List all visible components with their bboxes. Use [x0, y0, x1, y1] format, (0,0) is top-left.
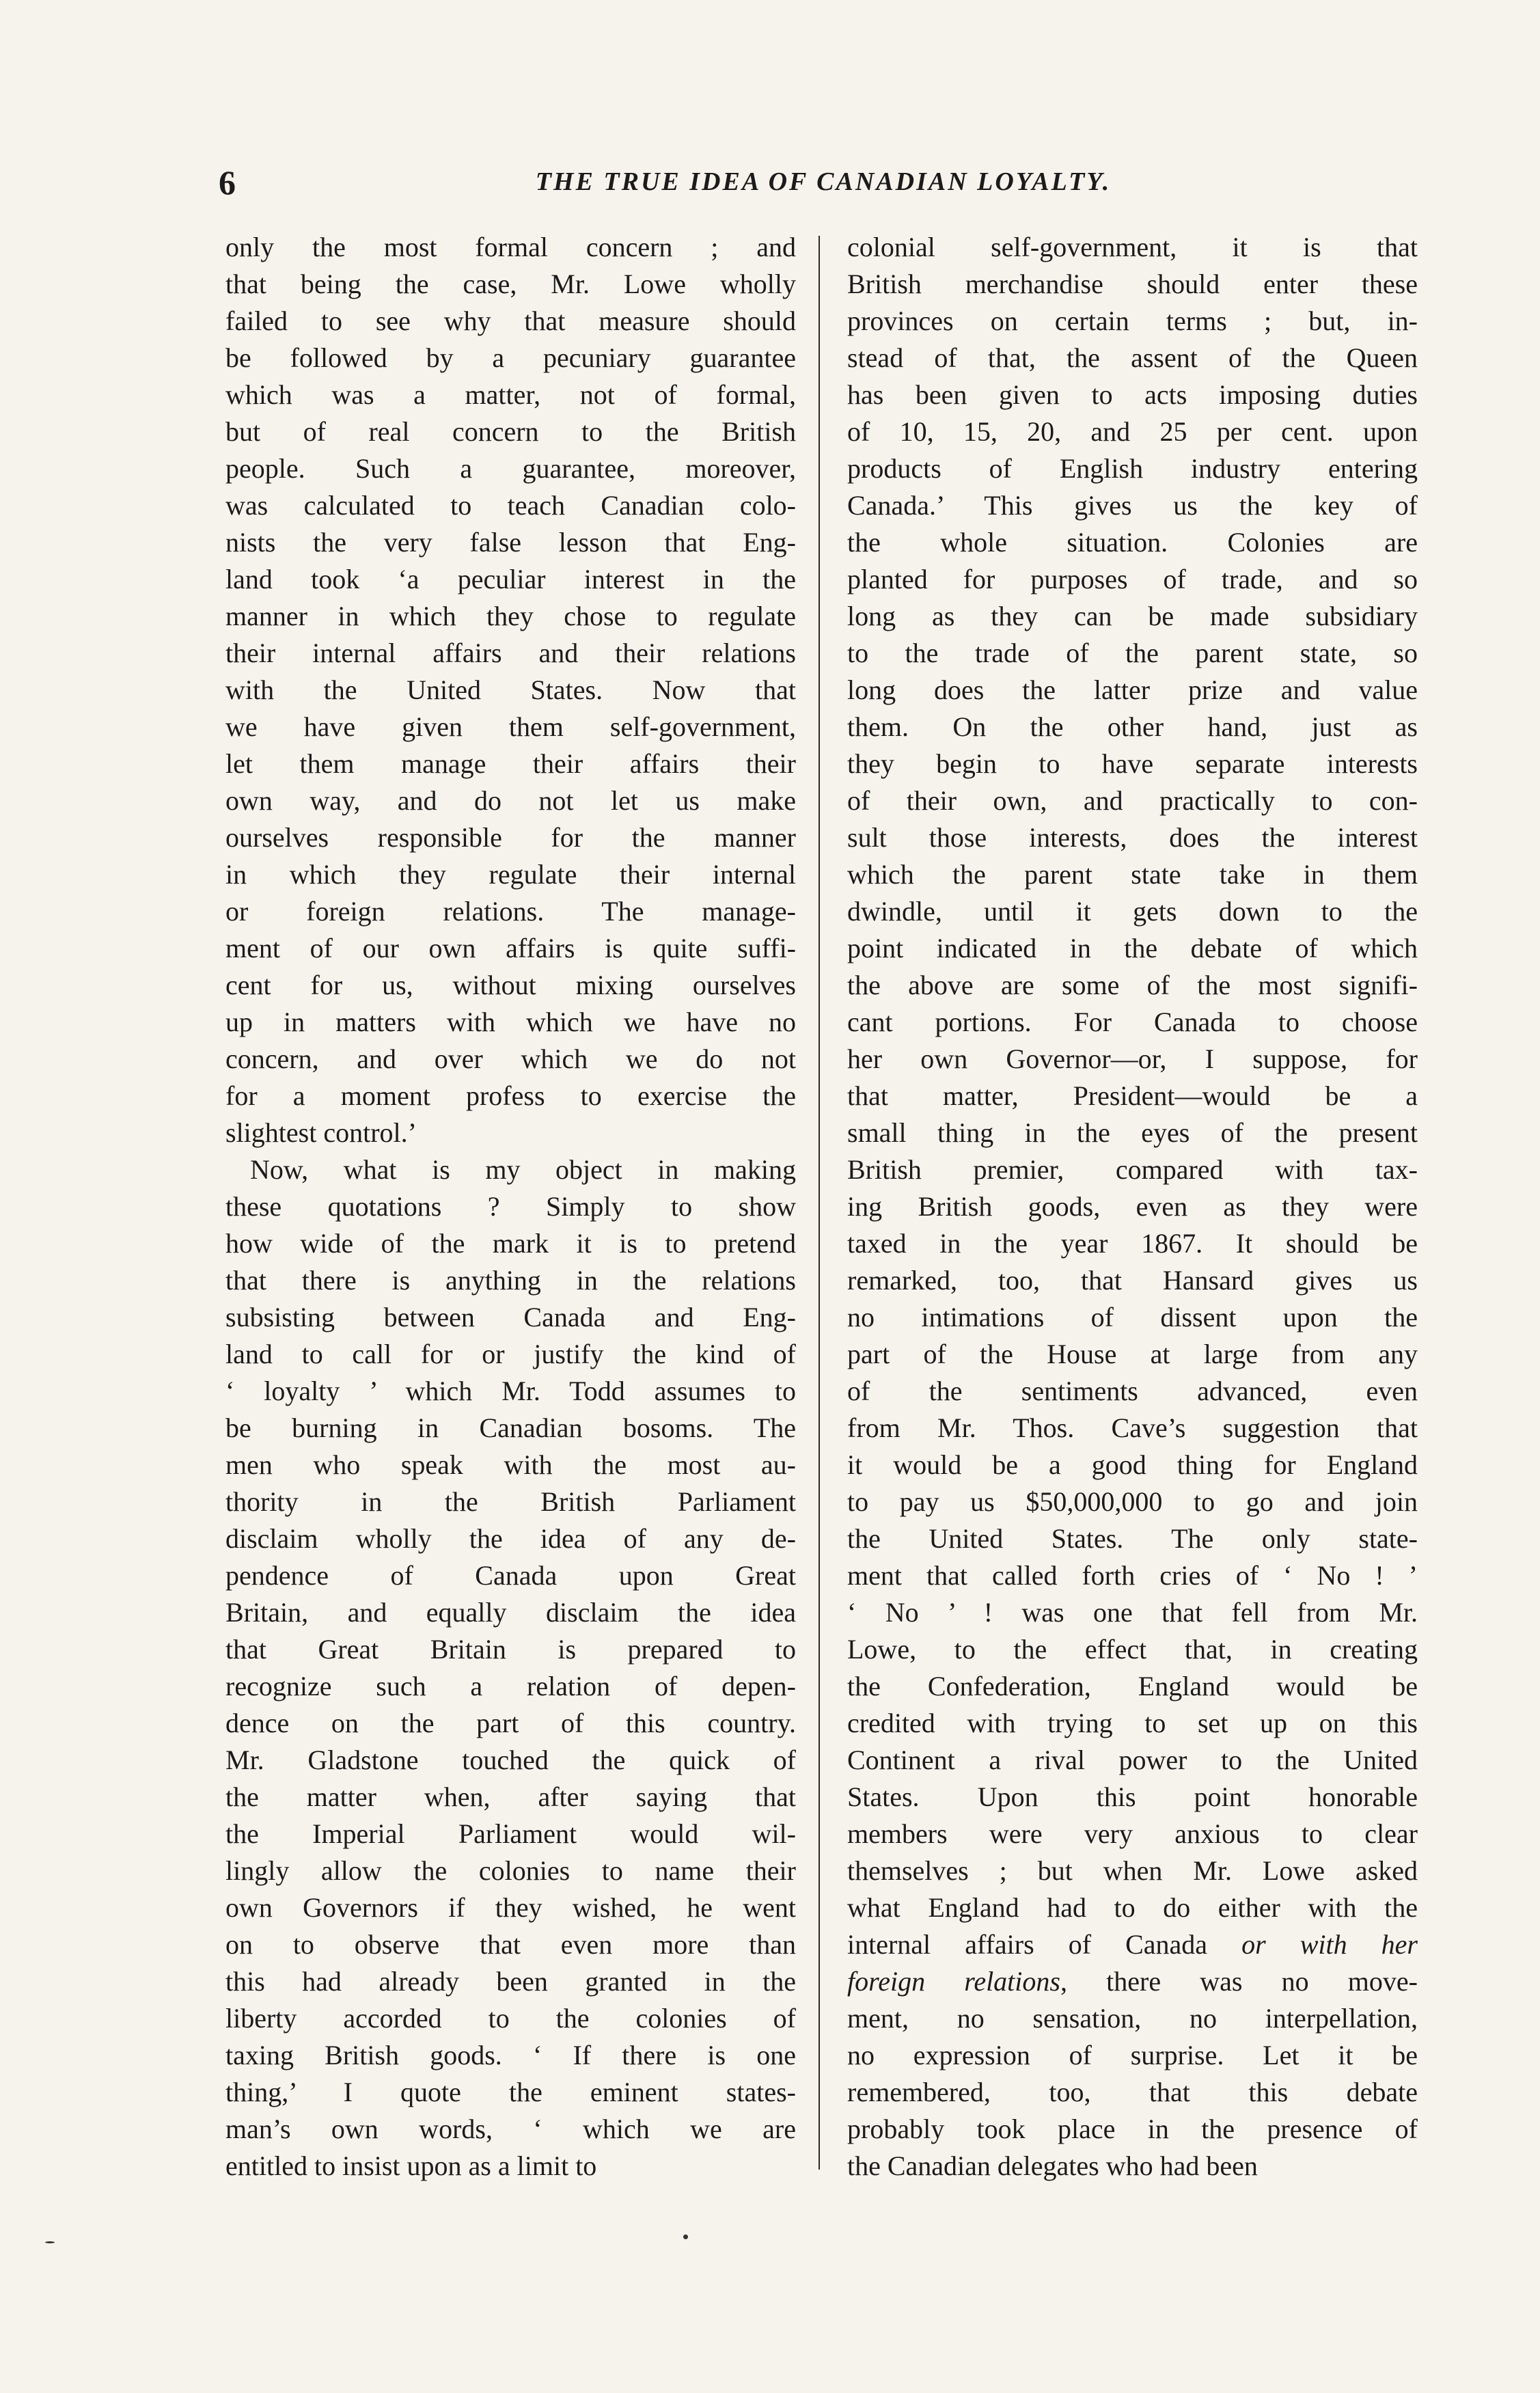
- text-line: sult those interests, does the interest: [847, 822, 1418, 853]
- text-line: themselves ; but when Mr. Lowe asked: [847, 1855, 1418, 1886]
- text-line: men who speak with the most au-: [225, 1449, 796, 1480]
- text-line: her own Governor—or, I suppose, for: [847, 1043, 1418, 1074]
- text-line: only the most formal concern ; and: [225, 232, 796, 262]
- text-line: this had already been granted in the: [225, 1966, 796, 1997]
- text-line: their internal affairs and their relations: [225, 638, 796, 668]
- text-line: no intimations of dissent upon the: [847, 1302, 1418, 1332]
- column-divider: [819, 236, 820, 2170]
- text-line: provinces on certain terms ; but, in-: [847, 305, 1418, 336]
- text-line: Lowe, to the effect that, in creating: [847, 1634, 1418, 1665]
- text-line: dence on the part of this country.: [225, 1708, 796, 1738]
- text-line: probably took place in the presence of: [847, 2114, 1418, 2144]
- text-line: of the sentiments advanced, even: [847, 1376, 1418, 1406]
- text-line: dwindle, until it gets down to the: [847, 896, 1418, 927]
- text-line: from Mr. Thos. Cave’s suggestion that: [847, 1412, 1418, 1443]
- text-line: products of English industry entering: [847, 453, 1418, 484]
- italic-phrase: foreign relations: [847, 1966, 1060, 1997]
- print-speck: [683, 2234, 688, 2239]
- right-column: [847, 229, 1418, 2185]
- text-line: that being the case, Mr. Lowe wholly: [225, 269, 796, 299]
- text-line: taxed in the year 1867. It should be: [847, 1228, 1418, 1259]
- text-line: them. On the other hand, just as: [847, 711, 1418, 742]
- text-line: was calculated to teach Canadian colo-: [225, 490, 796, 521]
- text-line: Canada.’ This gives us the key of: [847, 490, 1418, 521]
- text-line: the above are some of the most signifi-: [847, 970, 1418, 1000]
- text-line: Mr. Gladstone touched the quick of: [225, 1745, 796, 1775]
- text-line: members were very anxious to clear: [847, 1818, 1418, 1849]
- text-line: States. Upon this point honorable: [847, 1781, 1418, 1812]
- text-line: the Confederation, England would be: [847, 1671, 1418, 1701]
- text-line: that matter, President—would be a: [847, 1080, 1418, 1111]
- page-header: [219, 163, 1305, 210]
- text-line: it would be a good thing for England: [847, 1449, 1418, 1480]
- text-line: nists the very false lesson that Eng-: [225, 527, 796, 558]
- text-line: ing British goods, even as they were: [847, 1191, 1418, 1222]
- text-line: the Canadian delegates who had been: [847, 2150, 1258, 2181]
- text-line: but of real concern to the British: [225, 416, 796, 447]
- text-line: credited with trying to set up on this: [847, 1708, 1418, 1738]
- page-number: 6: [219, 163, 236, 202]
- text-line: the United States. The only state-: [847, 1523, 1418, 1554]
- text-line: which the parent state take in them: [847, 859, 1418, 890]
- text-line: let them manage their affairs their: [225, 748, 796, 779]
- text-line: slightest control.’: [225, 1117, 417, 1148]
- text-line: lingly allow the colonies to name their: [225, 1855, 796, 1886]
- text-line: land took ‘a peculiar interest in the: [225, 564, 796, 594]
- text-line: foreign relations, there was no move-: [847, 1966, 1418, 1997]
- text-line: man’s own words, ‘ which we are: [225, 2114, 796, 2144]
- text-line: they begin to have separate interests: [847, 748, 1418, 779]
- text-line: the matter when, after saying that: [225, 1781, 796, 1812]
- text-line: cent for us, without mixing ourselves: [225, 970, 796, 1000]
- text-line: people. Such a guarantee, moreover,: [225, 453, 796, 484]
- text-line: part of the House at large from any: [847, 1339, 1418, 1369]
- text-line: in which they regulate their internal: [225, 859, 796, 890]
- text-line: small thing in the eyes of the present: [847, 1117, 1418, 1148]
- text-line: we have given them self-government,: [225, 711, 796, 742]
- running-title: THE TRUE IDEA OF CANADIAN LOYALTY.: [535, 167, 1112, 196]
- text-line: or foreign relations. The manage-: [225, 896, 796, 927]
- text-line: these quotations ? Simply to show: [225, 1191, 796, 1222]
- text-line: thing,’ I quote the eminent states-: [225, 2077, 796, 2107]
- text-line: stead of that, the assent of the Queen: [847, 342, 1418, 373]
- text-line: British premier, compared with tax-: [847, 1154, 1418, 1185]
- text-line: British merchandise should enter these: [847, 269, 1418, 299]
- text-line: that there is anything in the relations: [225, 1265, 796, 1296]
- text-line: planted for purposes of trade, and so: [847, 564, 1418, 594]
- text-line: failed to see why that measure should: [225, 305, 796, 336]
- text-line: which was a matter, not of formal,: [225, 379, 796, 410]
- text-line: be burning in Canadian bosoms. The: [225, 1412, 796, 1443]
- text-line: the whole situation. Colonies are: [847, 527, 1418, 558]
- text-line: Britain, and equally disclaim the idea: [225, 1597, 796, 1628]
- text-line: to the trade of the parent state, so: [847, 638, 1418, 668]
- text-line: cant portions. For Canada to choose: [847, 1007, 1418, 1037]
- text-line: concern, and over which we do not: [225, 1043, 796, 1074]
- left-column: [225, 229, 796, 2185]
- text-line: manner in which they chose to regulate: [225, 601, 796, 631]
- text-line: own way, and do not let us make: [225, 785, 796, 816]
- text-line: Now, what is my object in making: [250, 1154, 796, 1185]
- text-line: point indicated in the debate of which: [847, 933, 1418, 963]
- text-line: ment of our own affairs is quite suffi-: [225, 933, 796, 963]
- text-line: remarked, too, that Hansard gives us: [847, 1265, 1418, 1296]
- text-line: with the United States. Now that: [225, 674, 796, 705]
- text-line: be followed by a pecuniary guarantee: [225, 342, 796, 373]
- print-speck: [45, 2241, 55, 2243]
- text-line: liberty accorded to the colonies of: [225, 2003, 796, 2034]
- text-line: taxing British goods. ‘ If there is one: [225, 2040, 796, 2070]
- text-line: what England had to do either with the: [847, 1892, 1418, 1923]
- text-line: ment, no sensation, no interpellation,: [847, 2003, 1418, 2034]
- text-line: up in matters with which we have no: [225, 1007, 796, 1037]
- text-line: disclaim wholly the idea of any de-: [225, 1523, 796, 1554]
- text-line: for a moment profess to exercise the: [225, 1080, 796, 1111]
- text-line: entitled to insist upon as a limit to: [225, 2150, 597, 2181]
- text-line: to pay us $50,000,000 to go and join: [847, 1486, 1418, 1517]
- text-line: colonial self-government, it is that: [847, 232, 1418, 262]
- text-line: on to observe that even more than: [225, 1929, 796, 1960]
- text-line: pendence of Canada upon Great: [225, 1560, 796, 1591]
- text-line: of 10, 15, 20, and 25 per cent. upon: [847, 416, 1418, 447]
- text-line: remembered, too, that this debate: [847, 2077, 1418, 2107]
- text-line: long as they can be made subsidiary: [847, 601, 1418, 631]
- text-line: recognize such a relation of depen-: [225, 1671, 796, 1701]
- text-line: ment that called forth cries of ‘ No ! ’: [847, 1560, 1418, 1591]
- text-line: ourselves responsible for the manner: [225, 822, 796, 853]
- text-line: has been given to acts imposing duties: [847, 379, 1418, 410]
- text-line: Continent a rival power to the United: [847, 1745, 1418, 1775]
- italic-phrase: or with her: [1241, 1929, 1418, 1960]
- text-line: ‘ loyalty ’ which Mr. Todd assumes to: [225, 1376, 796, 1406]
- text-line: no expression of surprise. Let it be: [847, 2040, 1418, 2070]
- text-line: how wide of the mark it is to pretend: [225, 1228, 796, 1259]
- text-line: of their own, and practically to con-: [847, 785, 1418, 816]
- text-line: that Great Britain is prepared to: [225, 1634, 796, 1665]
- text-line: subsisting between Canada and Eng-: [225, 1302, 796, 1332]
- text-line: the Imperial Parliament would wil-: [225, 1818, 796, 1849]
- text-line: own Governors if they wished, he went: [225, 1892, 796, 1923]
- text-line: ‘ No ’ ! was one that fell from Mr.: [847, 1597, 1418, 1628]
- text-line: thority in the British Parliament: [225, 1486, 796, 1517]
- text-line: land to call for or justify the kind of: [225, 1339, 796, 1369]
- text-line: long does the latter prize and value: [847, 674, 1418, 705]
- text-line: internal affairs of Canada or with her: [847, 1929, 1418, 1960]
